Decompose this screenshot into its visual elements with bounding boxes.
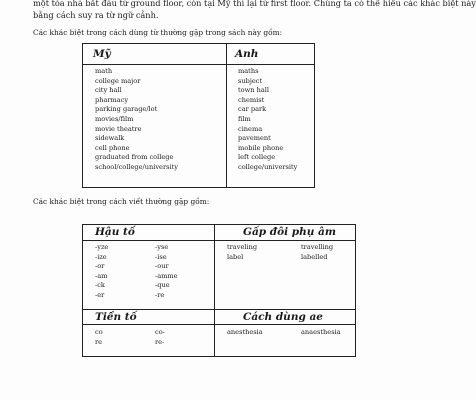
word-item: mobile phone <box>238 143 284 152</box>
suffix-american-list <box>95 243 108 301</box>
word-item: label <box>227 252 244 261</box>
prefix-british-list <box>155 328 165 347</box>
word-item: cell phone <box>95 143 130 152</box>
word-item: pavement <box>238 134 271 143</box>
ae-american-list <box>227 328 263 338</box>
word-item: -am <box>95 271 108 280</box>
word-item: re <box>95 337 103 346</box>
word-item: subject <box>238 76 263 85</box>
word-item: graduated from college <box>95 153 174 162</box>
word-item: anaesthesia <box>301 328 341 336</box>
british-word-list <box>238 67 297 173</box>
prefix-american-list <box>95 328 103 347</box>
intro-paragraph <box>33 0 476 21</box>
header-american: Mỹ <box>93 48 111 60</box>
word-item: city hall <box>95 86 122 95</box>
word-item: -yse <box>155 243 169 251</box>
word-item: college/university <box>238 162 298 171</box>
header-suffix: Hậu tố <box>95 226 135 238</box>
word-item: -or <box>95 262 105 271</box>
word-item: pharmacy <box>95 95 129 104</box>
word-item: anesthesia <box>227 328 263 336</box>
word-item: sidewalk <box>95 134 125 143</box>
word-item: -our <box>155 262 169 271</box>
intro-line-2: bằng cách suy ra từ ngữ cảnh. <box>33 10 159 20</box>
word-item: re- <box>155 337 165 346</box>
word-item: -er <box>95 290 105 299</box>
word-item: car park <box>238 105 267 114</box>
word-item: left college <box>238 153 276 162</box>
word-item: -ck <box>95 281 105 290</box>
word-item: co <box>95 328 103 336</box>
vocab-caption: Các khác biệt trong cách dùng từ thường gặp trong sách này gồm: <box>33 28 283 37</box>
header-prefix: Tiền tố <box>95 311 137 323</box>
word-item: -amme <box>155 271 178 280</box>
word-item: movie theatre <box>95 124 142 133</box>
word-item: school/college/university <box>95 162 178 171</box>
word-item: -ise <box>155 252 167 261</box>
header-british: Anh <box>235 48 259 60</box>
suffix-british-list <box>155 243 178 301</box>
word-item: parking garage/lot <box>95 105 158 114</box>
word-item: math <box>95 67 113 75</box>
ae-british-list <box>301 328 341 338</box>
double-british-list <box>301 243 333 262</box>
american-word-list <box>95 67 178 173</box>
word-item: travelling <box>301 243 334 251</box>
word-item: -yze <box>95 243 109 251</box>
word-item: traveling <box>227 243 258 251</box>
word-item: movies/film <box>95 114 134 123</box>
word-item: cinema <box>238 124 263 133</box>
header-ae-usage: Cách dùng ae <box>243 311 323 323</box>
intro-line-1: một tòa nhà bắt đầu từ ground floor, còn tại Mỹ thì lại từ first floor. Chúng ta có thể hiểu các khác biệt này <box>33 0 476 8</box>
header-double-consonant: Gấp đôi phụ âm <box>243 226 336 238</box>
word-item: -re <box>155 290 165 299</box>
word-item: labelled <box>301 252 328 261</box>
vocab-table <box>82 43 315 188</box>
word-item: film <box>238 114 251 123</box>
word-item: maths <box>238 67 259 75</box>
word-item: chemist <box>238 95 265 104</box>
word-item: -que <box>155 281 170 290</box>
spelling-caption: Các khác biệt trong cách viết thường gặp gồm: <box>33 197 210 206</box>
word-item: town hall <box>238 86 270 95</box>
word-item: -ize <box>95 252 107 261</box>
spelling-table <box>82 224 356 357</box>
word-item: college major <box>95 76 141 85</box>
word-item: co- <box>155 328 165 336</box>
double-american-list <box>227 243 257 262</box>
